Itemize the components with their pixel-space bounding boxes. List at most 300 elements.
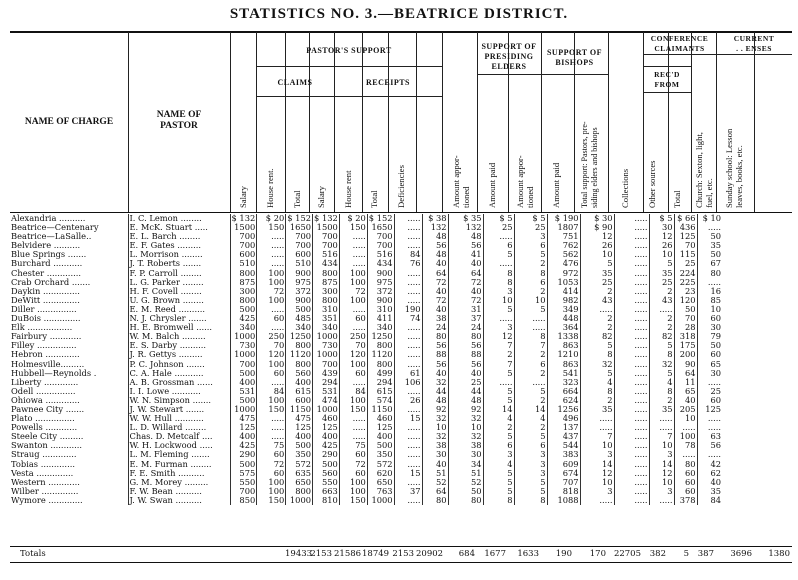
value-cell: ..... bbox=[614, 241, 649, 250]
value-cell: 615 bbox=[367, 387, 394, 396]
value-cell: 84 bbox=[394, 250, 422, 259]
value-cell: 5 bbox=[483, 396, 514, 405]
value-cell: 25 bbox=[514, 223, 547, 232]
value-cell: 12 bbox=[649, 232, 674, 241]
value-cell: 340 bbox=[286, 323, 313, 332]
header-divider bbox=[285, 32, 286, 212]
value-cell: ..... bbox=[614, 259, 649, 268]
value-cell: 900 bbox=[286, 269, 313, 278]
value-cell: 800 bbox=[367, 341, 394, 350]
value-cell: $ 152 bbox=[287, 214, 312, 223]
value-cell: ..... bbox=[697, 223, 722, 232]
charge-name-cell: Wymore ............. bbox=[11, 495, 83, 505]
value-cell: 224 bbox=[674, 269, 697, 278]
value-cell: 56 bbox=[422, 360, 448, 369]
value-cell: 5 bbox=[580, 369, 614, 378]
value-cell: 1000 bbox=[230, 332, 257, 341]
value-cell: 562 bbox=[547, 250, 580, 259]
value-cell: 1338 bbox=[547, 332, 580, 341]
value-cell: 15 bbox=[394, 414, 422, 423]
charge-name-cell: Hubbell—Reynolds . bbox=[11, 368, 97, 378]
value-cell: 3 bbox=[483, 323, 514, 332]
value-cell: ..... bbox=[614, 278, 649, 287]
value-cell: 5 bbox=[483, 432, 514, 441]
charge-name-cell: Powells ............ bbox=[11, 423, 78, 433]
value-cell: ..... bbox=[514, 323, 547, 332]
pastor-name-cell: L. G. Parker ........ bbox=[128, 278, 230, 287]
charge-name-cell: Fairbury ............ bbox=[11, 332, 82, 342]
value-cell: 28 bbox=[674, 323, 697, 332]
charge-name-cell: Chester ............. bbox=[11, 268, 81, 278]
value-cell: 88 bbox=[448, 350, 483, 359]
value-cell: 863 bbox=[547, 341, 580, 350]
table-row bbox=[10, 487, 760, 496]
value-cell: 340 bbox=[367, 323, 394, 332]
value-cell: 56 bbox=[448, 360, 483, 369]
col-claims-house-rent: House rent. bbox=[265, 168, 275, 208]
value-cell: 30 bbox=[649, 223, 674, 232]
value-cell: 8 bbox=[580, 350, 614, 359]
value-cell: ..... bbox=[394, 269, 422, 278]
value-cell: 80 bbox=[448, 332, 483, 341]
value-cell: 1000 bbox=[230, 350, 257, 359]
value-cell: 850 bbox=[230, 496, 257, 505]
value-cell: 700 bbox=[367, 232, 394, 241]
value-cell: $ 35 bbox=[448, 214, 483, 223]
value-cell: 900 bbox=[367, 269, 394, 278]
value-cell: 82 bbox=[649, 332, 674, 341]
value-cell: 115 bbox=[674, 250, 697, 259]
value-cell: 30 bbox=[697, 323, 722, 332]
charge-name-cell: Beatrice—Centenary bbox=[11, 223, 99, 233]
value-cell: 516 bbox=[313, 250, 340, 259]
value-cell: 5 bbox=[649, 369, 674, 378]
value-cell: ..... bbox=[580, 414, 614, 423]
current-expenses-header: CURRENT . . ENSES bbox=[733, 34, 775, 53]
value-cell: 650 bbox=[367, 478, 394, 487]
value-cell: ..... bbox=[339, 241, 367, 250]
value-cell: 64 bbox=[674, 369, 697, 378]
value-cell: 810 bbox=[313, 496, 340, 505]
value-cell: ..... bbox=[649, 305, 674, 314]
value-cell: 14 bbox=[483, 405, 514, 414]
value-cell: 60 bbox=[257, 450, 286, 459]
table-row bbox=[10, 305, 760, 314]
value-cell: 3 bbox=[514, 469, 547, 478]
value-cell: 1807 bbox=[547, 223, 580, 232]
value-cell: 500 bbox=[286, 305, 313, 314]
value-cell: 1650 bbox=[367, 223, 394, 232]
header-divider bbox=[309, 32, 310, 212]
value-cell: 310 bbox=[313, 305, 340, 314]
value-cell: 12 bbox=[580, 469, 614, 478]
value-cell: 88 bbox=[422, 350, 448, 359]
value-cell: 84 bbox=[339, 387, 367, 396]
value-cell: ..... bbox=[614, 314, 649, 323]
value-cell: ..... bbox=[614, 414, 649, 423]
pastor-name-cell: P. C. Johnson ....... bbox=[128, 360, 230, 369]
value-cell: 72 bbox=[339, 460, 367, 469]
pastor-name-cell: J. W. Stewart ....... bbox=[128, 405, 230, 414]
value-cell: 2 bbox=[580, 287, 614, 296]
col-sunday-school: Sunday school: Lesson leaves, books, etc. bbox=[724, 128, 744, 208]
totals-value: 1633 bbox=[517, 549, 539, 559]
value-cell: ..... bbox=[614, 360, 649, 369]
value-cell: 125 bbox=[697, 405, 722, 414]
value-cell: 4 bbox=[483, 414, 514, 423]
value-cell: 85 bbox=[697, 296, 722, 305]
value-cell: ..... bbox=[614, 341, 649, 350]
value-cell: $ 132 bbox=[231, 214, 256, 223]
value-cell: 51 bbox=[422, 469, 448, 478]
value-cell: 84 bbox=[257, 387, 286, 396]
value-cell: 12 bbox=[580, 232, 614, 241]
value-cell: 700 bbox=[230, 487, 257, 496]
value-cell: 14 bbox=[514, 405, 547, 414]
value-cell: 900 bbox=[286, 296, 313, 305]
totals-value: 387 bbox=[697, 549, 714, 559]
value-cell: 475 bbox=[230, 414, 257, 423]
value-cell: 32 bbox=[422, 432, 448, 441]
page-title: STATISTICS NO. 3.—BEATRICE DISTRICT. bbox=[229, 6, 569, 22]
value-cell: 32 bbox=[448, 432, 483, 441]
value-cell: 80 bbox=[422, 496, 448, 505]
pastor-name-cell: A. B. Grossman ...... bbox=[128, 378, 230, 387]
charge-name-cell: Pawnee City ....... bbox=[11, 404, 85, 414]
value-cell: 5 bbox=[514, 487, 547, 496]
value-cell: 1088 bbox=[547, 496, 580, 505]
value-cell: ..... bbox=[580, 496, 614, 505]
value-cell: ..... bbox=[614, 232, 649, 241]
value-cell: 4 bbox=[649, 378, 674, 387]
receipts-header: RECEIPTS bbox=[365, 78, 410, 87]
header-rule bbox=[643, 54, 716, 55]
totals-rule bbox=[10, 546, 792, 547]
presiding-elders-header: SUPPORT OF PRESIDING ELDERS bbox=[481, 42, 537, 71]
value-cell: 975 bbox=[367, 278, 394, 287]
value-cell: ..... bbox=[394, 332, 422, 341]
value-cell: 700 bbox=[313, 241, 340, 250]
value-cell: 25 bbox=[580, 278, 614, 287]
value-cell: ..... bbox=[674, 450, 697, 459]
value-cell: ..... bbox=[257, 423, 286, 432]
totals-label: Totals bbox=[20, 549, 46, 559]
value-cell: 100 bbox=[257, 296, 286, 305]
charge-name-cell: DuBois .............. bbox=[11, 314, 81, 324]
value-cell: ..... bbox=[339, 323, 367, 332]
value-cell: 12 bbox=[649, 469, 674, 478]
value-cell: 544 bbox=[547, 441, 580, 450]
charge-name-cell: Belvidere .......... bbox=[11, 241, 81, 251]
value-cell: 84 bbox=[697, 496, 722, 505]
value-cell: ..... bbox=[614, 387, 649, 396]
value-cell: 48 bbox=[448, 396, 483, 405]
value-cell: 26 bbox=[580, 241, 614, 250]
pastor-name-cell: Chas. D. Metcalf .... bbox=[128, 432, 230, 441]
pastor-name-cell: I. C. Lemon ........ bbox=[128, 214, 230, 223]
value-cell: ..... bbox=[614, 460, 649, 469]
value-cell: 510 bbox=[230, 259, 257, 268]
value-cell: 700 bbox=[230, 241, 257, 250]
value-cell: 434 bbox=[313, 259, 340, 268]
table-row bbox=[10, 287, 760, 296]
value-cell: $ 5 bbox=[483, 214, 514, 223]
charge-name-cell: Plato ............... bbox=[11, 414, 75, 424]
table-row bbox=[10, 350, 760, 359]
pastor-name-cell: N. J. Chrysler ....... bbox=[128, 314, 230, 323]
value-cell: 40 bbox=[422, 460, 448, 469]
value-cell: 80 bbox=[422, 332, 448, 341]
col-pe-paid: Amount paid bbox=[487, 162, 497, 208]
pastor-name-cell: W. H. Lockwood ..... bbox=[128, 441, 230, 450]
value-cell: 175 bbox=[674, 341, 697, 350]
pastor-name-cell: E. M. Reed .......... bbox=[128, 305, 230, 314]
table-row bbox=[10, 496, 760, 505]
value-cell: 100 bbox=[339, 278, 367, 287]
value-cell: 14 bbox=[580, 460, 614, 469]
table-row bbox=[10, 269, 760, 278]
value-cell: 92 bbox=[448, 405, 483, 414]
value-cell: 75 bbox=[257, 441, 286, 450]
header-divider bbox=[691, 32, 692, 212]
header-divider bbox=[416, 32, 417, 212]
value-cell: 290 bbox=[230, 450, 257, 459]
value-cell: 32 bbox=[580, 360, 614, 369]
header-divider bbox=[608, 32, 609, 212]
value-cell: 35 bbox=[580, 269, 614, 278]
col-receipts-salary: Salary bbox=[316, 186, 326, 208]
value-cell: 7 bbox=[649, 432, 674, 441]
pastor-name-cell: L. D. Willard ........ bbox=[128, 423, 230, 432]
table-row bbox=[10, 378, 760, 387]
value-cell: 5 bbox=[514, 250, 547, 259]
value-cell: 425 bbox=[230, 314, 257, 323]
value-cell: ..... bbox=[614, 378, 649, 387]
value-cell: 60 bbox=[257, 314, 286, 323]
value-cell: ..... bbox=[339, 232, 367, 241]
value-cell: 707 bbox=[547, 478, 580, 487]
table-row bbox=[10, 450, 760, 459]
value-cell: 5 bbox=[649, 259, 674, 268]
value-cell: ..... bbox=[483, 314, 514, 323]
value-cell: 982 bbox=[547, 296, 580, 305]
value-cell: 132 bbox=[422, 223, 448, 232]
value-cell: 575 bbox=[230, 469, 257, 478]
value-cell: 60 bbox=[697, 350, 722, 359]
value-cell: 50 bbox=[697, 232, 722, 241]
value-cell: 38 bbox=[422, 441, 448, 450]
value-cell: 620 bbox=[367, 469, 394, 478]
table-row bbox=[10, 296, 760, 305]
value-cell: 50 bbox=[448, 487, 483, 496]
value-cell: 25 bbox=[649, 278, 674, 287]
col-collections: Collections bbox=[620, 168, 630, 208]
value-cell: 1250 bbox=[286, 332, 313, 341]
value-cell: 818 bbox=[547, 487, 580, 496]
value-cell: 1000 bbox=[313, 332, 340, 341]
charge-name-cell: Elk ................. bbox=[11, 323, 73, 333]
pastor-name-cell: W. N. Simpson ....... bbox=[128, 396, 230, 405]
value-cell: 572 bbox=[286, 460, 313, 469]
value-cell: 120 bbox=[339, 350, 367, 359]
value-cell: 64 bbox=[422, 487, 448, 496]
value-cell: 5 bbox=[483, 305, 514, 314]
value-cell: 6 bbox=[514, 441, 547, 450]
value-cell: ..... bbox=[614, 323, 649, 332]
col-claims-salary: Salary bbox=[238, 186, 248, 208]
pastor-name-cell: F. E. Smith .......... bbox=[128, 469, 230, 478]
value-cell: 762 bbox=[547, 241, 580, 250]
value-cell: 100 bbox=[339, 360, 367, 369]
value-cell: ..... bbox=[514, 314, 547, 323]
value-cell: 65 bbox=[697, 360, 722, 369]
value-cell: 24 bbox=[422, 323, 448, 332]
pastor-name-cell: F. P. Carroll ........ bbox=[128, 269, 230, 278]
value-cell: 4 bbox=[514, 414, 547, 423]
charge-name-cell: Beatrice—LaSalle.. bbox=[11, 232, 92, 242]
table-row bbox=[10, 469, 760, 478]
charge-name-cell: Wilber .............. bbox=[11, 486, 79, 496]
totals-value: 684 bbox=[458, 549, 475, 559]
value-cell: 1150 bbox=[367, 405, 394, 414]
value-cell: 411 bbox=[367, 314, 394, 323]
value-cell: 60 bbox=[257, 469, 286, 478]
value-cell: 800 bbox=[230, 269, 257, 278]
value-cell: 2 bbox=[514, 423, 547, 432]
value-cell: ..... bbox=[257, 414, 286, 423]
value-cell: ..... bbox=[339, 432, 367, 441]
col-receipts-house-rent: House rent bbox=[343, 170, 353, 208]
value-cell: ..... bbox=[649, 496, 674, 505]
value-cell: 100 bbox=[339, 296, 367, 305]
value-cell: 5 bbox=[580, 259, 614, 268]
value-cell: ..... bbox=[394, 478, 422, 487]
value-cell: 300 bbox=[230, 287, 257, 296]
value-cell: 72 bbox=[422, 296, 448, 305]
value-cell: 6 bbox=[483, 441, 514, 450]
value-cell: 800 bbox=[367, 360, 394, 369]
value-cell: 700 bbox=[313, 360, 340, 369]
value-cell: 700 bbox=[286, 241, 313, 250]
table-row bbox=[10, 478, 760, 487]
table-row bbox=[10, 360, 760, 369]
header-divider bbox=[128, 32, 129, 212]
value-cell: 74 bbox=[394, 314, 422, 323]
charge-name-cell: Straug ............. bbox=[11, 450, 77, 460]
table-row bbox=[10, 405, 760, 414]
value-cell: 5 bbox=[483, 369, 514, 378]
claims-header: CLAIMS bbox=[277, 78, 313, 87]
value-cell: 35 bbox=[649, 269, 674, 278]
value-cell: 615 bbox=[286, 387, 313, 396]
value-cell: 8 bbox=[514, 332, 547, 341]
value-cell: 609 bbox=[547, 460, 580, 469]
value-cell: 82 bbox=[580, 332, 614, 341]
value-cell: 250 bbox=[257, 332, 286, 341]
value-cell: 5 bbox=[514, 387, 547, 396]
value-cell: 318 bbox=[674, 332, 697, 341]
value-cell: 37 bbox=[394, 487, 422, 496]
value-cell: 40 bbox=[422, 305, 448, 314]
value-cell: 51 bbox=[448, 469, 483, 478]
value-cell: 294 bbox=[367, 378, 394, 387]
totals-value: 3696 bbox=[730, 549, 752, 559]
header-divider bbox=[230, 32, 231, 212]
pastor-name-cell: E. S. Darby .......... bbox=[128, 341, 230, 350]
value-cell: ..... bbox=[257, 378, 286, 387]
value-cell: 600 bbox=[230, 250, 257, 259]
table-row bbox=[10, 250, 760, 259]
value-cell: ..... bbox=[257, 323, 286, 332]
value-cell: ..... bbox=[614, 305, 649, 314]
pastor-name-cell: J. R. Gettys ......... bbox=[128, 350, 230, 359]
value-cell: 50 bbox=[697, 250, 722, 259]
value-cell: 8 bbox=[483, 278, 514, 287]
value-cell: 42 bbox=[697, 460, 722, 469]
table-row bbox=[10, 369, 760, 378]
col-conf-total: Total bbox=[672, 190, 682, 208]
table-row bbox=[10, 414, 760, 423]
value-cell: 8 bbox=[514, 496, 547, 505]
value-cell: ..... bbox=[614, 478, 649, 487]
value-cell: 751 bbox=[547, 232, 580, 241]
value-cell: 56 bbox=[697, 441, 722, 450]
value-cell: 8 bbox=[580, 387, 614, 396]
value-cell: 1000 bbox=[367, 496, 394, 505]
value-cell: 1000 bbox=[313, 350, 340, 359]
charge-name-cell: DeWitt .............. bbox=[11, 295, 80, 305]
value-cell: 32 bbox=[448, 414, 483, 423]
value-cell: ..... bbox=[483, 232, 514, 241]
value-cell: ..... bbox=[257, 432, 286, 441]
value-cell: ..... bbox=[394, 360, 422, 369]
value-cell: 378 bbox=[674, 496, 697, 505]
value-cell: 294 bbox=[313, 378, 340, 387]
conference-claimants-header: CONFERENCE CLAIMANTS bbox=[650, 34, 709, 53]
value-cell: 67 bbox=[697, 259, 722, 268]
value-cell: 800 bbox=[286, 360, 313, 369]
value-cell: $ 20 bbox=[257, 214, 286, 223]
value-cell: 25 bbox=[483, 223, 514, 232]
value-cell: 340 bbox=[313, 323, 340, 332]
value-cell: 5 bbox=[483, 478, 514, 487]
value-cell: 2 bbox=[649, 287, 674, 296]
value-cell: 120 bbox=[674, 296, 697, 305]
value-cell: 52 bbox=[448, 478, 483, 487]
header-rule bbox=[643, 66, 691, 67]
value-cell: ..... bbox=[339, 414, 367, 423]
value-cell: 7 bbox=[483, 341, 514, 350]
value-cell: 30 bbox=[422, 450, 448, 459]
value-cell: 90 bbox=[674, 360, 697, 369]
value-cell: 3 bbox=[580, 487, 614, 496]
value-cell: 434 bbox=[367, 259, 394, 268]
value-cell: 40 bbox=[448, 259, 483, 268]
value-cell: ..... bbox=[514, 378, 547, 387]
value-cell: 6 bbox=[514, 360, 547, 369]
value-cell: 1210 bbox=[547, 350, 580, 359]
value-cell: 43 bbox=[580, 296, 614, 305]
value-cell: 48 bbox=[448, 232, 483, 241]
value-cell: ..... bbox=[339, 250, 367, 259]
charge-name-cell: Hebron ............. bbox=[11, 350, 80, 360]
value-cell: 11 bbox=[674, 378, 697, 387]
table-row bbox=[10, 441, 760, 450]
table-row bbox=[10, 232, 760, 241]
value-cell: ..... bbox=[697, 450, 722, 459]
value-cell: 100 bbox=[339, 396, 367, 405]
pastor-name-cell: U. G. Brown ........ bbox=[128, 296, 230, 305]
